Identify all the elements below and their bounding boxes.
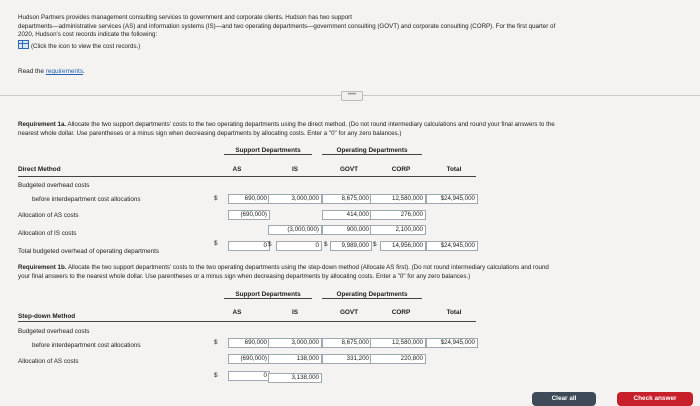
req1b-alloc-as-label: Allocation of AS costs bbox=[18, 358, 79, 365]
req1a-header-rule bbox=[18, 176, 476, 177]
req1a-before-is[interactable]: 3,000,000 bbox=[268, 194, 322, 204]
data-table-icon[interactable] bbox=[18, 40, 29, 49]
req1b-col-as: AS bbox=[232, 309, 242, 316]
req1b-budgeted-label: Budgeted overhead costs bbox=[18, 328, 90, 335]
req1b-instructions bbox=[18, 264, 549, 281]
req1a-total-as[interactable]: 0 bbox=[228, 241, 270, 251]
req1a-col-is: IS bbox=[291, 166, 299, 173]
req1b-allocas-govt[interactable]: 331,200 bbox=[322, 354, 372, 364]
req1a-line-2: nearest whole dollar. Use parentheses or a minus sign when decreasing departments by allocating costs. Enter a "0" for any zero balances.) bbox=[18, 129, 402, 137]
req1a-line-1: Allocate the two support departments' costs to the two operating departments using the direct method. (Do not round intermediary calculations and round your final answers to the bbox=[66, 121, 555, 128]
req1a-total-is[interactable]: 0 bbox=[276, 241, 322, 251]
req1a-col-total: Total bbox=[446, 166, 462, 173]
check-answer-button[interactable]: Check answer bbox=[617, 392, 693, 406]
req1a-allocas-corp[interactable]: 276,000 bbox=[370, 210, 426, 220]
req1a-allocas-govt[interactable]: 414,000 bbox=[322, 210, 372, 220]
req1a-allocis-govt[interactable]: 900,000 bbox=[322, 225, 372, 235]
req1a-total-dollar-govt: $ bbox=[324, 241, 328, 248]
req1b-col-corp: CORP bbox=[391, 309, 411, 316]
req1a-instructions bbox=[18, 121, 555, 138]
req1b-before-corp[interactable]: 12,580,000 bbox=[370, 338, 426, 348]
cost-records-note: (Click the icon to view the cost records.) bbox=[31, 42, 141, 50]
req1b-allocas-corp[interactable]: 220,800 bbox=[370, 354, 426, 364]
cost-records-row bbox=[18, 40, 555, 52]
req1a-operating-header: Operating Departments bbox=[322, 147, 422, 155]
req1a-budgeted-label: Budgeted overhead costs bbox=[18, 182, 90, 189]
req1b-before-total[interactable]: $24,945,000 bbox=[426, 338, 478, 348]
req1a-total-label: Total budgeted overhead of operating departments bbox=[18, 248, 160, 255]
req1a-alloc-is-label: Allocation of IS costs bbox=[18, 230, 77, 237]
req1a-col-as: AS bbox=[232, 166, 242, 173]
req1a-support-header: Support Departments bbox=[224, 147, 312, 155]
req1a-total-corp[interactable]: 14,956,000 bbox=[380, 241, 426, 251]
req1b-allocas-as[interactable]: (690,000) bbox=[228, 354, 270, 364]
req1a-allocas-as[interactable]: (690,000) bbox=[228, 210, 270, 220]
req1b-header-rule bbox=[18, 321, 476, 322]
intro-line-2: departments—administrative services (AS) and information systems (IS)—and two operating departments—government consulting (GOVT) and corporate consulting (CORP). For the first quarter of bbox=[18, 22, 556, 30]
req1a-total-govt[interactable]: 9,989,000 bbox=[330, 241, 372, 251]
req1b-col-govt: GOVT bbox=[339, 309, 359, 316]
req1a-title: Requirement 1a. bbox=[18, 121, 67, 128]
req1b-support-header: Support Departments bbox=[224, 291, 312, 299]
req1a-col-govt: GOVT bbox=[339, 166, 359, 173]
req1b-allocas-is[interactable]: 138,000 bbox=[268, 354, 322, 364]
req1a-col-corp: CORP bbox=[391, 166, 411, 173]
req1b-line-2: your final answers to the nearest whole dollar. Use parentheses or a minus sign when decreasing departments by allocating costs. Enter a "0" for any zero balances.) bbox=[18, 272, 471, 280]
req1b-title: Requirement 1b. bbox=[18, 264, 67, 271]
req1a-total-dollar-as: $ bbox=[214, 240, 218, 247]
req1b-line-1: Allocate the two support departments' costs to the two operating departments using the step-down method (Allocate AS first). (Do not round intermediary calculations and round bbox=[66, 264, 549, 271]
req1b-before-as[interactable]: 690,000 bbox=[228, 338, 270, 348]
req1a-total-total[interactable]: $24,945,000 bbox=[426, 241, 478, 251]
req1a-before-govt[interactable]: 8,675,000 bbox=[322, 194, 372, 204]
requirements-link[interactable]: requirements bbox=[45, 68, 84, 75]
req1a-total-dollar-is: $ bbox=[268, 241, 272, 248]
req1b-dollar-sign: $ bbox=[214, 339, 218, 346]
req1a-allocis-corp[interactable]: 2,100,000 bbox=[370, 225, 426, 235]
req1a-method-label: Direct Method bbox=[18, 166, 61, 173]
read-requirements bbox=[18, 68, 85, 75]
req1a-alloc-as-label: Allocation of AS costs bbox=[18, 212, 79, 219]
expand-toggle[interactable]: •••• bbox=[341, 91, 363, 101]
req1b-col-is: IS bbox=[291, 309, 299, 316]
req1b-col-total: Total bbox=[446, 309, 462, 316]
req1b-sub-as[interactable]: 0 bbox=[228, 371, 270, 381]
req1a-before-corp[interactable]: 12,580,000 bbox=[370, 194, 426, 204]
req1b-sub-dollar: $ bbox=[214, 372, 218, 379]
req1a-total-dollar-corp: $ bbox=[373, 241, 377, 248]
req1b-before-govt[interactable]: 8,675,000 bbox=[322, 338, 372, 348]
read-suffix: . bbox=[83, 68, 85, 75]
req1b-operating-header: Operating Departments bbox=[322, 291, 422, 299]
req1b-before-is[interactable]: 3,000,000 bbox=[268, 338, 322, 348]
clear-all-button[interactable]: Clear all bbox=[532, 392, 596, 406]
req1a-allocis-is[interactable]: (3,000,000) bbox=[268, 225, 322, 235]
intro-line-1: Hudson Partners provides management consulting services to government and corporate clients. Hudson has two support bbox=[18, 14, 352, 21]
req1a-before-total[interactable]: $24,945,000 bbox=[426, 194, 478, 204]
req1a-before-as[interactable]: 690,000 bbox=[228, 194, 270, 204]
req1a-before-label: before interdepartment cost allocations bbox=[32, 196, 141, 203]
req1b-sub-is[interactable]: 3,138,000 bbox=[268, 373, 322, 383]
problem-intro bbox=[18, 14, 555, 51]
intro-line-3: 2020, Hudson's cost records indicate the following: bbox=[18, 31, 158, 39]
req1b-method-label: Step-down Method bbox=[18, 313, 76, 320]
req1b-before-label: before interdepartment cost allocations bbox=[32, 342, 141, 349]
req1a-dollar-sign: $ bbox=[214, 195, 218, 202]
read-prefix: Read the bbox=[18, 68, 46, 75]
